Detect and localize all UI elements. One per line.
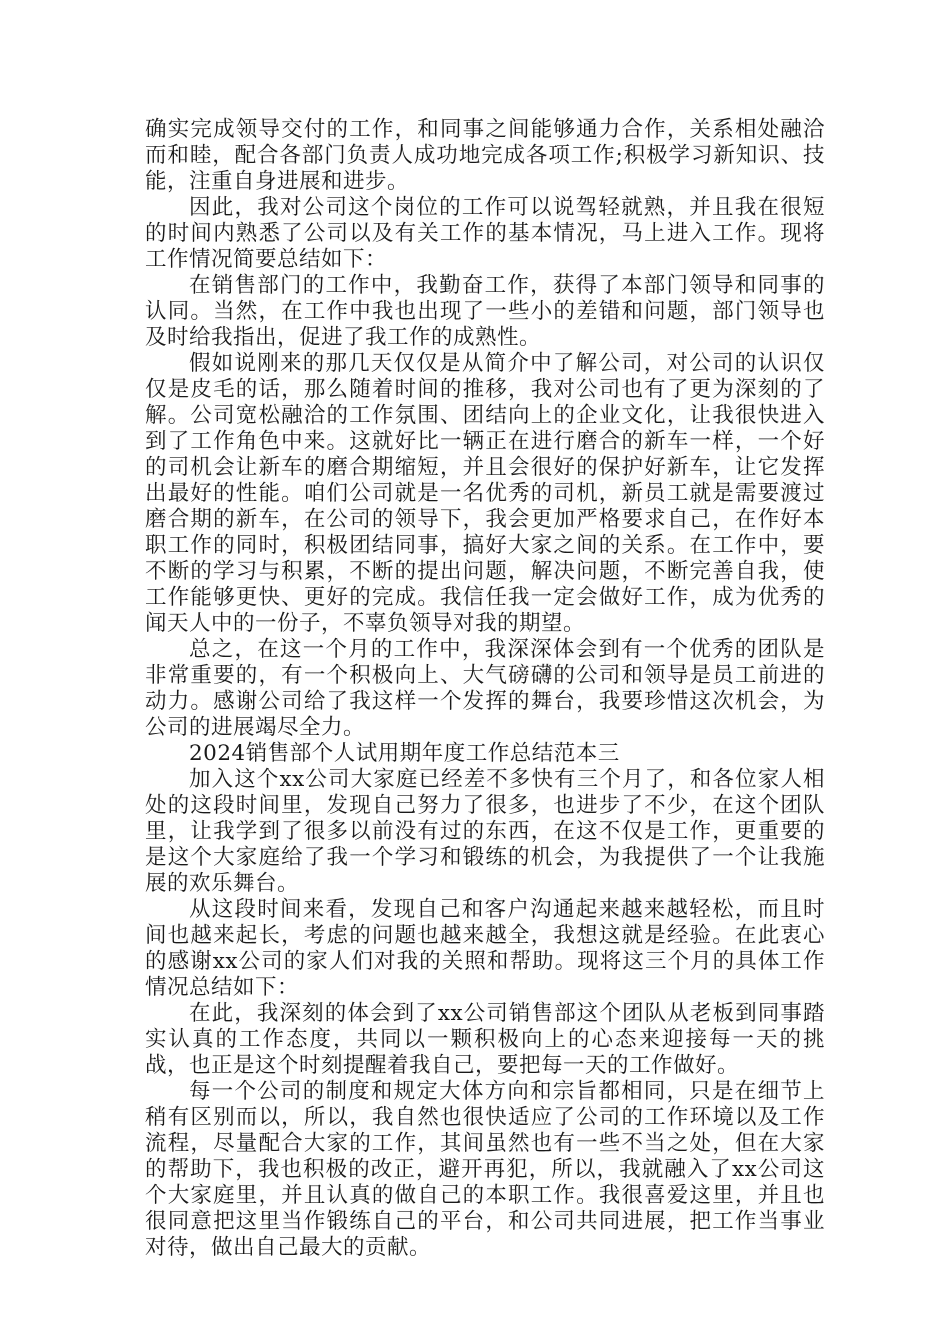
paragraph: 因此，我对公司这个岗位的工作可以说驾轻就熟，并且我在很短的时间内熟悉了公司以及有关工作的基本情况，马上进入工作。现将工作情况简要总结如下： [145,195,825,272]
paragraph: 从这段时间来看，发现自己和客户沟通起来越来越轻松，而且时间也越来起长，考虑的问题也越来越全，我想这就是经验。在此衷心的感谢xx公司的家人们对我的关照和帮助。现将这三个月的具体工作情况总结如下： [145,897,825,1000]
section-heading: 2024销售部个人试用期年度工作总结范本三 [189,741,620,766]
paragraph: 在此，我深刻的体会到了xx公司销售部这个团队从老板到同事踏实认真的工作态度，共同以一颗积极向上的心态来迎接每一天的挑战，也正是这个时刻提醒着我自己，要把每一天的工作做好。 [145,1001,825,1078]
paragraph: 加入这个xx公司大家庭已经差不多快有三个月了，和各位家人相处的这段时间里，发现自己努力了很多，也进步了不少，在这个团队里，让我学到了很多以前没有过的东西，在这不仅是工作，更重要的是这个大家庭给了我一个学习和锻练的机会，为我提供了一个让我施展的欢乐舞台。 [145,767,825,896]
paragraph: 假如说刚来的那几天仅仅是从简介中了解公司，对公司的认识仅仅是皮毛的话，那么随着时间的推移，我对公司也有了更为深刻的了解。公司宽松融洽的工作氛围、团结向上的企业文化，让我很快进入到了工作角色中来。这就好比一辆正在进行磨合的新车一样，一个好的司机会让新车的磨合期缩短，并且会很好的保护好新车，让它发挥出最好的性能。咱们公司就是一名优秀的司机，新员工就是需要渡过磨合期的新车，在公司的领导下，我会更加严格要求自己，在作好本职工作的同时，积极团结同事，搞好大家之间的关系。在工作中，要不断的学习与积累，不断的提出问题，解决问题，不断完善自我，使工作能够更快、更好的完成。我信任我一定会做好工作，成为优秀的闻天人中的一份子，不辜负领导对我的期望。 [145,351,825,636]
paragraph: 每一个公司的制度和规定大体方向和宗旨都相同，只是在细节上稍有区别而以，所以，我自然也很快适应了公司的工作环境以及工作流程，尽量配合大家的工作，其间虽然也有一些不当之处，但在大家的帮助下，我也积极的改正，避开再犯，所以，我就融入了xx公司这个大家庭里，并且认真的做自己的本职工作。我很喜爱这里，并且也很同意把这里当作锻练自己的平台，和公司共同进展，把工作当事业对待，做出自己最大的贡献。 [145,1079,825,1260]
paragraph-continuation: 确实完成领导交付的工作，和同事之间能够通力合作，关系相处融洽而和睦，配合各部门负责人成功地完成各项工作;积极学习新知识、技能，注重自身进展和进步。 [145,117,825,194]
paragraph: 总之，在这一个月的工作中，我深深体会到有一个优秀的团队是非常重要的，有一个积极向上、大气磅礴的公司和领导是员工前进的动力。感谢公司给了我这样一个发挥的舞台，我要珍惜这次机会，为公司的进展竭尽全力。 [145,637,825,740]
paragraph: 在销售部门的工作中，我勤奋工作，获得了本部门领导和同事的认同。当然，在工作中我也出现了一些小的差错和问题，部门领导也及时给我指出，促进了我工作的成熟性。 [145,273,825,350]
document-body [145,117,825,1261]
